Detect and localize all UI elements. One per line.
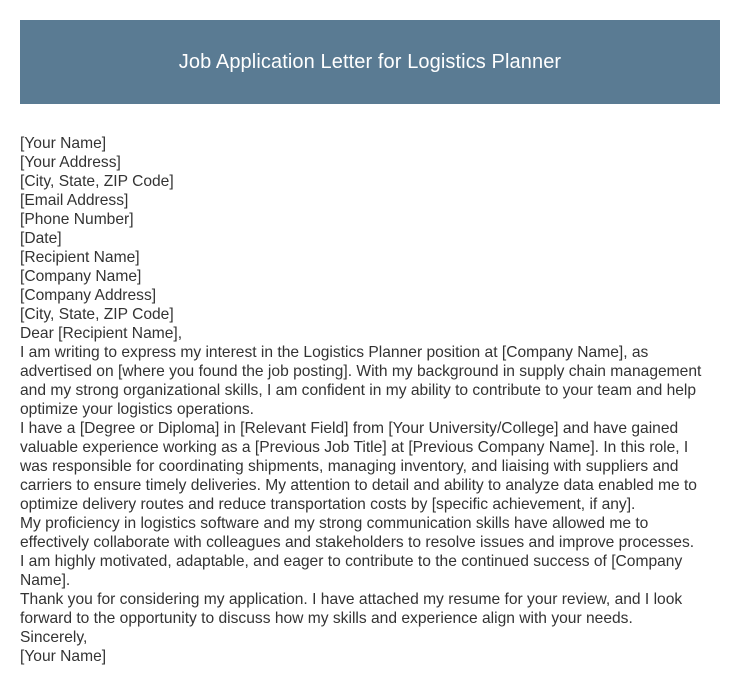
paragraph-line: optimize your logistics operations. <box>20 401 255 418</box>
letter-date: [Date] <box>20 230 62 247</box>
paragraph-line: valuable experience working as a [Previous Job Title] at [Previous Company Name]. In this role, I <box>20 439 689 456</box>
company-city: [City, State, ZIP Code] <box>20 306 174 323</box>
paragraph-line: forward to the opportunity to discuss how my skills and experience align with your needs. <box>20 610 633 627</box>
paragraph-motivation <box>20 552 725 590</box>
page-title: Job Application Letter for Logistics Planner <box>178 50 562 73</box>
paragraph-skills <box>20 514 725 552</box>
paragraph-line: optimize delivery routes and reduce transportation costs by [specific achievement, if any]. <box>20 496 636 513</box>
letter-header <box>20 20 720 104</box>
paragraph-line: My proficiency in logistics software and my strong communication skills have allowed me to <box>20 515 649 532</box>
paragraph-line: Thank you for considering my application. I have attached my resume for your review, and I look <box>20 591 683 608</box>
paragraph-experience <box>20 419 725 514</box>
closing: Sincerely, <box>20 629 88 646</box>
paragraph-line: I am highly motivated, adaptable, and eager to contribute to the continued success of [Company <box>20 553 683 570</box>
paragraph-thanks <box>20 590 725 628</box>
sender-city: [City, State, ZIP Code] <box>20 173 174 190</box>
company-name: [Company Name] <box>20 268 142 285</box>
sender-name: [Your Name] <box>20 135 107 152</box>
paragraph-line: was responsible for coordinating shipments, managing inventory, and liaising with suppliers and <box>20 458 679 475</box>
sender-phone: [Phone Number] <box>20 211 134 228</box>
signature-name: [Your Name] <box>20 648 107 665</box>
salutation: Dear [Recipient Name], <box>20 325 183 342</box>
paragraph-line: and my strong organizational skills, I am confident in my ability to contribute to your team and help <box>20 382 697 399</box>
paragraph-line: effectively collaborate with colleagues and stakeholders to resolve issues and improve processes. <box>20 534 695 551</box>
sender-address: [Your Address] <box>20 154 121 171</box>
paragraph-line: advertised on [where you found the job posting]. With my background in supply chain management <box>20 363 702 380</box>
paragraph-line: Name]. <box>20 572 71 589</box>
company-address: [Company Address] <box>20 287 157 304</box>
paragraph-line: I have a [Degree or Diploma] in [Relevant Field] from [Your University/College] and have gained <box>20 420 679 437</box>
recipient-name: [Recipient Name] <box>20 249 140 266</box>
paragraph-line: I am writing to express my interest in the Logistics Planner position at [Company Name], as <box>20 344 649 361</box>
paragraph-intro <box>20 343 725 419</box>
sender-email: [Email Address] <box>20 192 129 209</box>
letter-body <box>20 134 725 666</box>
paragraph-line: carriers to ensure timely deliveries. My attention to detail and ability to analyze data enabled me to <box>20 477 697 494</box>
